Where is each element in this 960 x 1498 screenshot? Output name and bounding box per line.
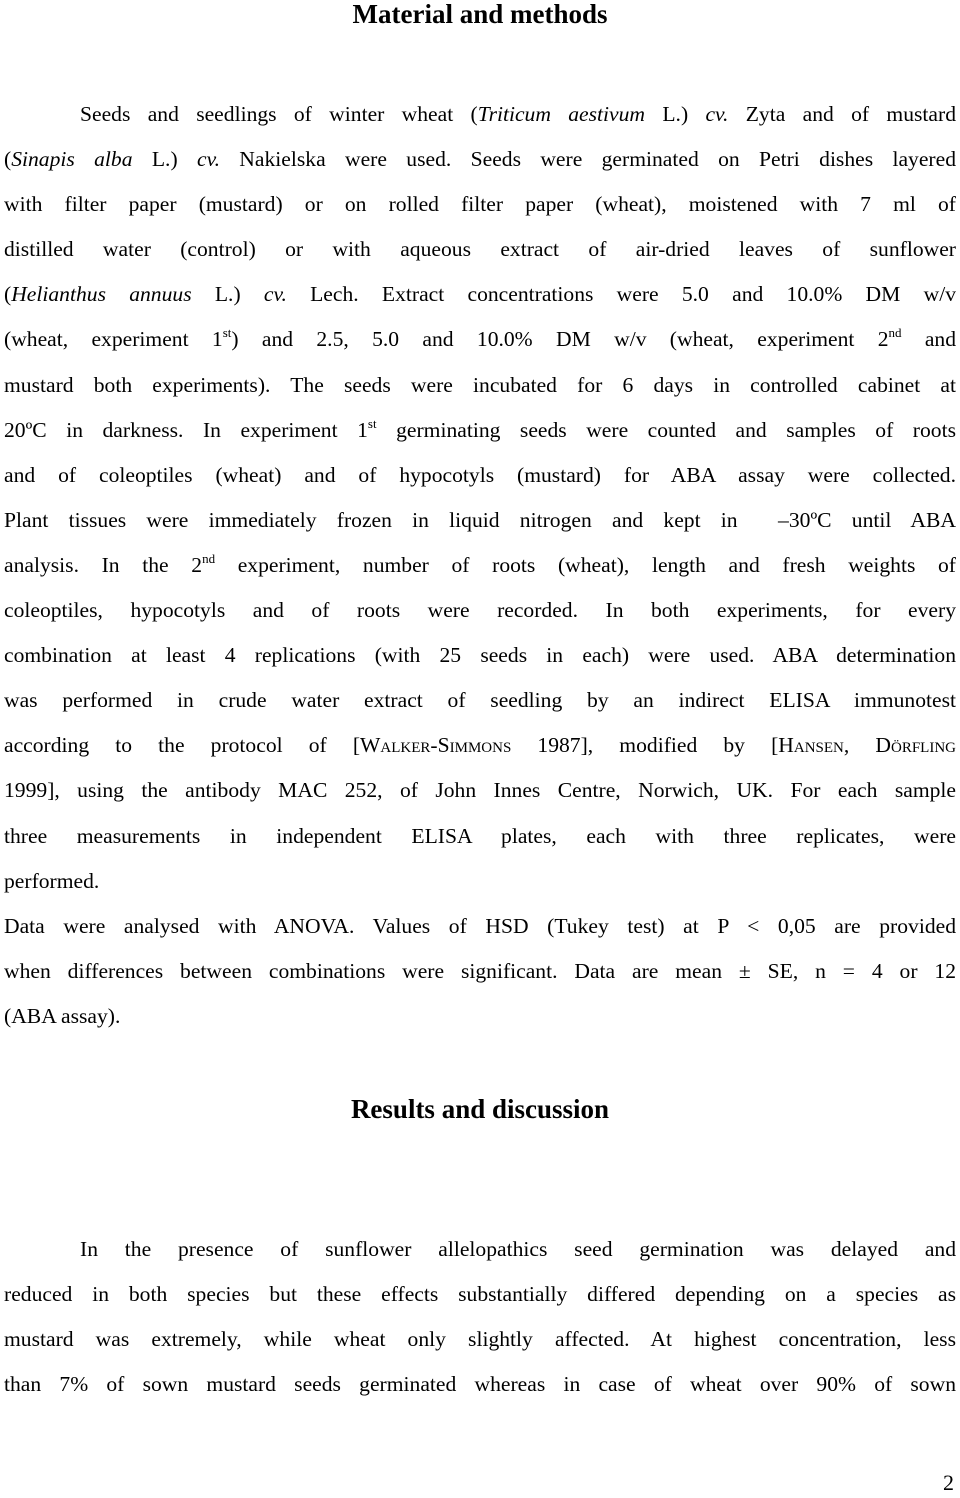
text-run: with filter paper (mustard) or on rolled filter paper (wheat), moistened with 7 ml of: [4, 192, 956, 217]
text-run: performed.: [4, 868, 100, 893]
text-line: [4, 1272, 956, 1317]
text-run: experiment, number of roots (wheat), length and fresh weights of: [215, 552, 956, 577]
cited-author: Walker-Simmons: [360, 733, 512, 758]
text-run: ) and 2.5, 5.0 and 10.0% DM w/v (wheat, experiment 2: [231, 327, 889, 352]
text-line: [4, 272, 956, 317]
text-run: Seeds and seedlings of winter wheat (: [80, 102, 478, 126]
cited-author: Hansen, Dörfling: [778, 733, 956, 758]
text-line: [4, 994, 956, 1039]
text-run: 1999], using the antibody MAC 252, of John Innes Centre, Norwich, UK. For each sample: [4, 778, 956, 803]
text-run: (: [4, 147, 12, 172]
methods-paragraph: [4, 92, 956, 1039]
text-line: [4, 1317, 956, 1362]
text-line: [4, 768, 956, 813]
text-line: [4, 1362, 956, 1407]
italic-term: cv.: [705, 102, 729, 126]
text-line: [4, 723, 956, 768]
text-run: (ABA assay).: [4, 1003, 121, 1028]
text-run: germinating seeds were counted and samples of roots: [376, 417, 956, 442]
italic-term: Sinapis alba: [11, 147, 133, 172]
text-run: and of coleoptiles (wheat) and of hypocotyls (mustard) for ABA assay were collected.: [4, 462, 956, 487]
italic-term: cv.: [197, 147, 220, 172]
text-run: 1987], modified by [: [511, 733, 779, 758]
text-run: 20ºC in darkness. In experiment 1: [4, 417, 368, 442]
text-line: [4, 1227, 956, 1272]
text-run: than 7% of sown mustard seeds germinated whereas in case of wheat over 90% of sown: [4, 1372, 956, 1397]
text-run: three measurements in independent ELISA plates, each with three replicates, were: [4, 823, 956, 848]
italic-term: Triticum aestivum: [477, 102, 646, 126]
text-run: Data were analysed with ANOVA. Values of HSD (Tukey test) at P < 0,05 are provided: [4, 913, 956, 938]
text-line: [4, 227, 956, 272]
ordinal-superscript: st: [367, 415, 377, 431]
text-line: [4, 814, 956, 859]
ordinal-superscript: nd: [888, 325, 902, 341]
results-paragraph: [4, 1227, 956, 1407]
text-line: [4, 543, 956, 588]
text-line: [4, 182, 956, 227]
text-run: Zyta and of mustard: [728, 102, 956, 126]
text-run: In the presence of sunflower allelopathics seed germination was delayed and: [80, 1237, 956, 1261]
section-heading-methods: Material and methods: [352, 0, 608, 29]
italic-term: Helianthus annuus: [11, 282, 192, 307]
text-run: (: [4, 282, 12, 307]
text-line: [4, 92, 956, 137]
text-run: L.): [132, 147, 197, 172]
text-line: [4, 363, 956, 408]
text-line: [4, 904, 956, 949]
page-number: 2: [943, 1470, 954, 1495]
text-line: [4, 453, 956, 498]
text-run: mustard both experiments). The seeds were incubated for 6 days in controlled cabinet at: [4, 372, 956, 397]
text-run: L.): [191, 282, 264, 307]
text-run: when differences between combinations were significant. Data are mean ± SE, n = 4 or 12: [4, 958, 956, 983]
text-run: Plant tissues were immediately frozen in liquid nitrogen and kept in –30ºC until ABA: [4, 507, 956, 532]
text-run: Lech. Extract concentrations were 5.0 and 10.0% DM w/v: [286, 282, 956, 307]
text-run: analysis. In the 2: [4, 552, 203, 577]
text-run: L.): [645, 102, 706, 126]
text-line: [4, 633, 956, 678]
text-line: [4, 498, 956, 543]
text-run: coleoptiles, hypocotyls and of roots were recorded. In both experiments, for every: [4, 598, 956, 623]
text-run: combination at least 4 replications (with 25 seeds in each) were used. ABA determination: [4, 643, 956, 668]
italic-term: cv.: [263, 282, 287, 307]
ordinal-superscript: st: [222, 325, 232, 341]
text-run: and: [901, 327, 956, 352]
text-line: [4, 408, 956, 453]
text-run: according to the protocol of [: [4, 733, 361, 758]
text-line: [4, 317, 956, 362]
text-run: Nakielska were used. Seeds were germinated on Petri dishes layered: [219, 147, 956, 172]
text-run: distilled water (control) or with aqueous extract of air-dried leaves of sunflower: [4, 237, 956, 262]
text-run: reduced in both species but these effects substantially differed depending on a species as: [4, 1282, 956, 1307]
text-line: [4, 137, 956, 182]
text-run: was performed in crude water extract of seedling by an indirect ELISA immunotest: [4, 688, 956, 713]
text-line: [4, 949, 956, 994]
section-heading-results: Results and discussion: [350, 1094, 610, 1124]
text-line: [4, 678, 956, 723]
text-line: [4, 859, 956, 904]
text-run: (wheat, experiment 1: [4, 327, 223, 352]
ordinal-superscript: nd: [202, 550, 216, 566]
text-line: [4, 588, 956, 633]
text-run: mustard was extremely, while wheat only slightly affected. At highest concentration, less: [4, 1327, 956, 1352]
